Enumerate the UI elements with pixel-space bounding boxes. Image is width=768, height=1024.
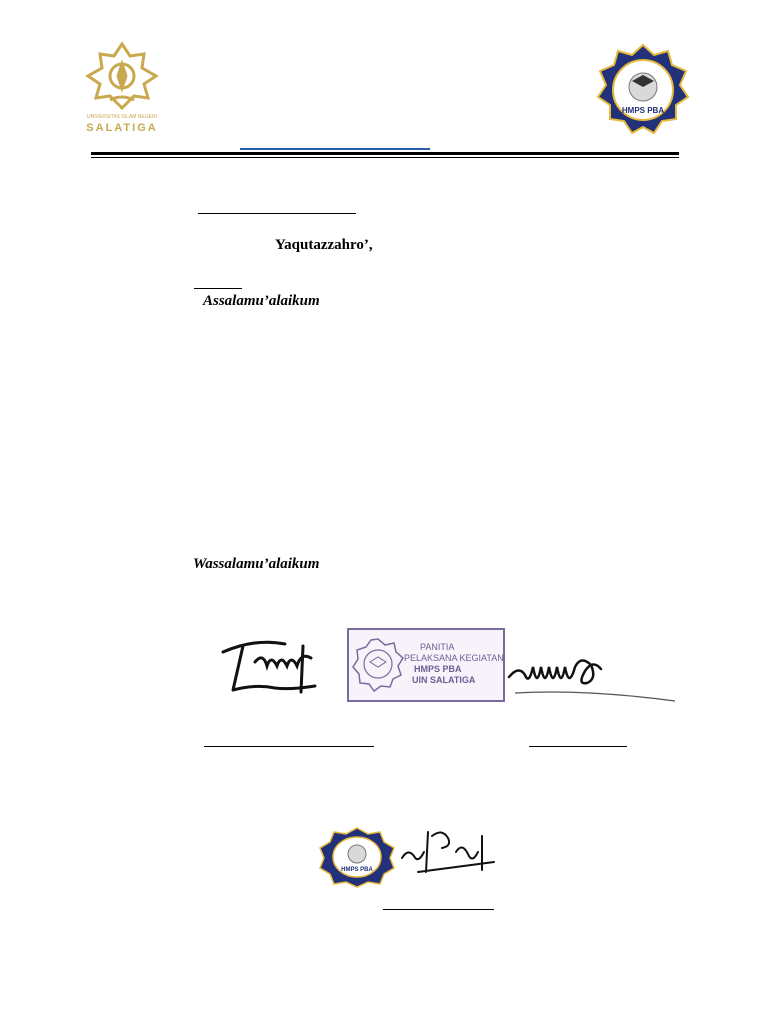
bottom-hmps-seal (318, 826, 396, 888)
signature-bottom (398, 822, 508, 892)
signature-name-underline-left (204, 746, 374, 747)
stamp-seal-icon (352, 636, 404, 692)
stamp-line-4: UIN SALATIGA (412, 675, 476, 685)
short-underline (194, 288, 242, 289)
signature-left (215, 632, 345, 702)
stamp-text (404, 642, 504, 686)
stamp-line-1: PANITIA (420, 642, 455, 652)
left-logo-small-text: UNIVERSITAS ISLAM NEGERI (87, 114, 157, 120)
hmps-pba-logo (596, 43, 690, 137)
kop-accent-line (240, 148, 430, 150)
greeting-open: Assalamu’alaikum (203, 293, 320, 309)
bottom-name-underline (383, 909, 494, 910)
signature-right (505, 645, 680, 710)
kop-divider-thin (91, 157, 679, 158)
kop-divider-thick (91, 152, 679, 155)
bottom-seal-text: HMPS PBA (341, 867, 373, 873)
uin-salatiga-logo (74, 38, 170, 138)
subject-underline (198, 213, 356, 214)
recipient-name: Yaqutazzahro’, (275, 237, 373, 253)
stamp-line-3: HMPS PBA (414, 664, 462, 674)
left-logo-text: SALATIGA (86, 122, 158, 134)
signature-name-underline-right (529, 746, 627, 747)
stamp-line-2: PELAKSANA KEGIATAN (404, 653, 504, 663)
greeting-close: Wassalamu’alaikum (193, 556, 320, 572)
right-logo-text: HMPS PBA (621, 106, 665, 115)
